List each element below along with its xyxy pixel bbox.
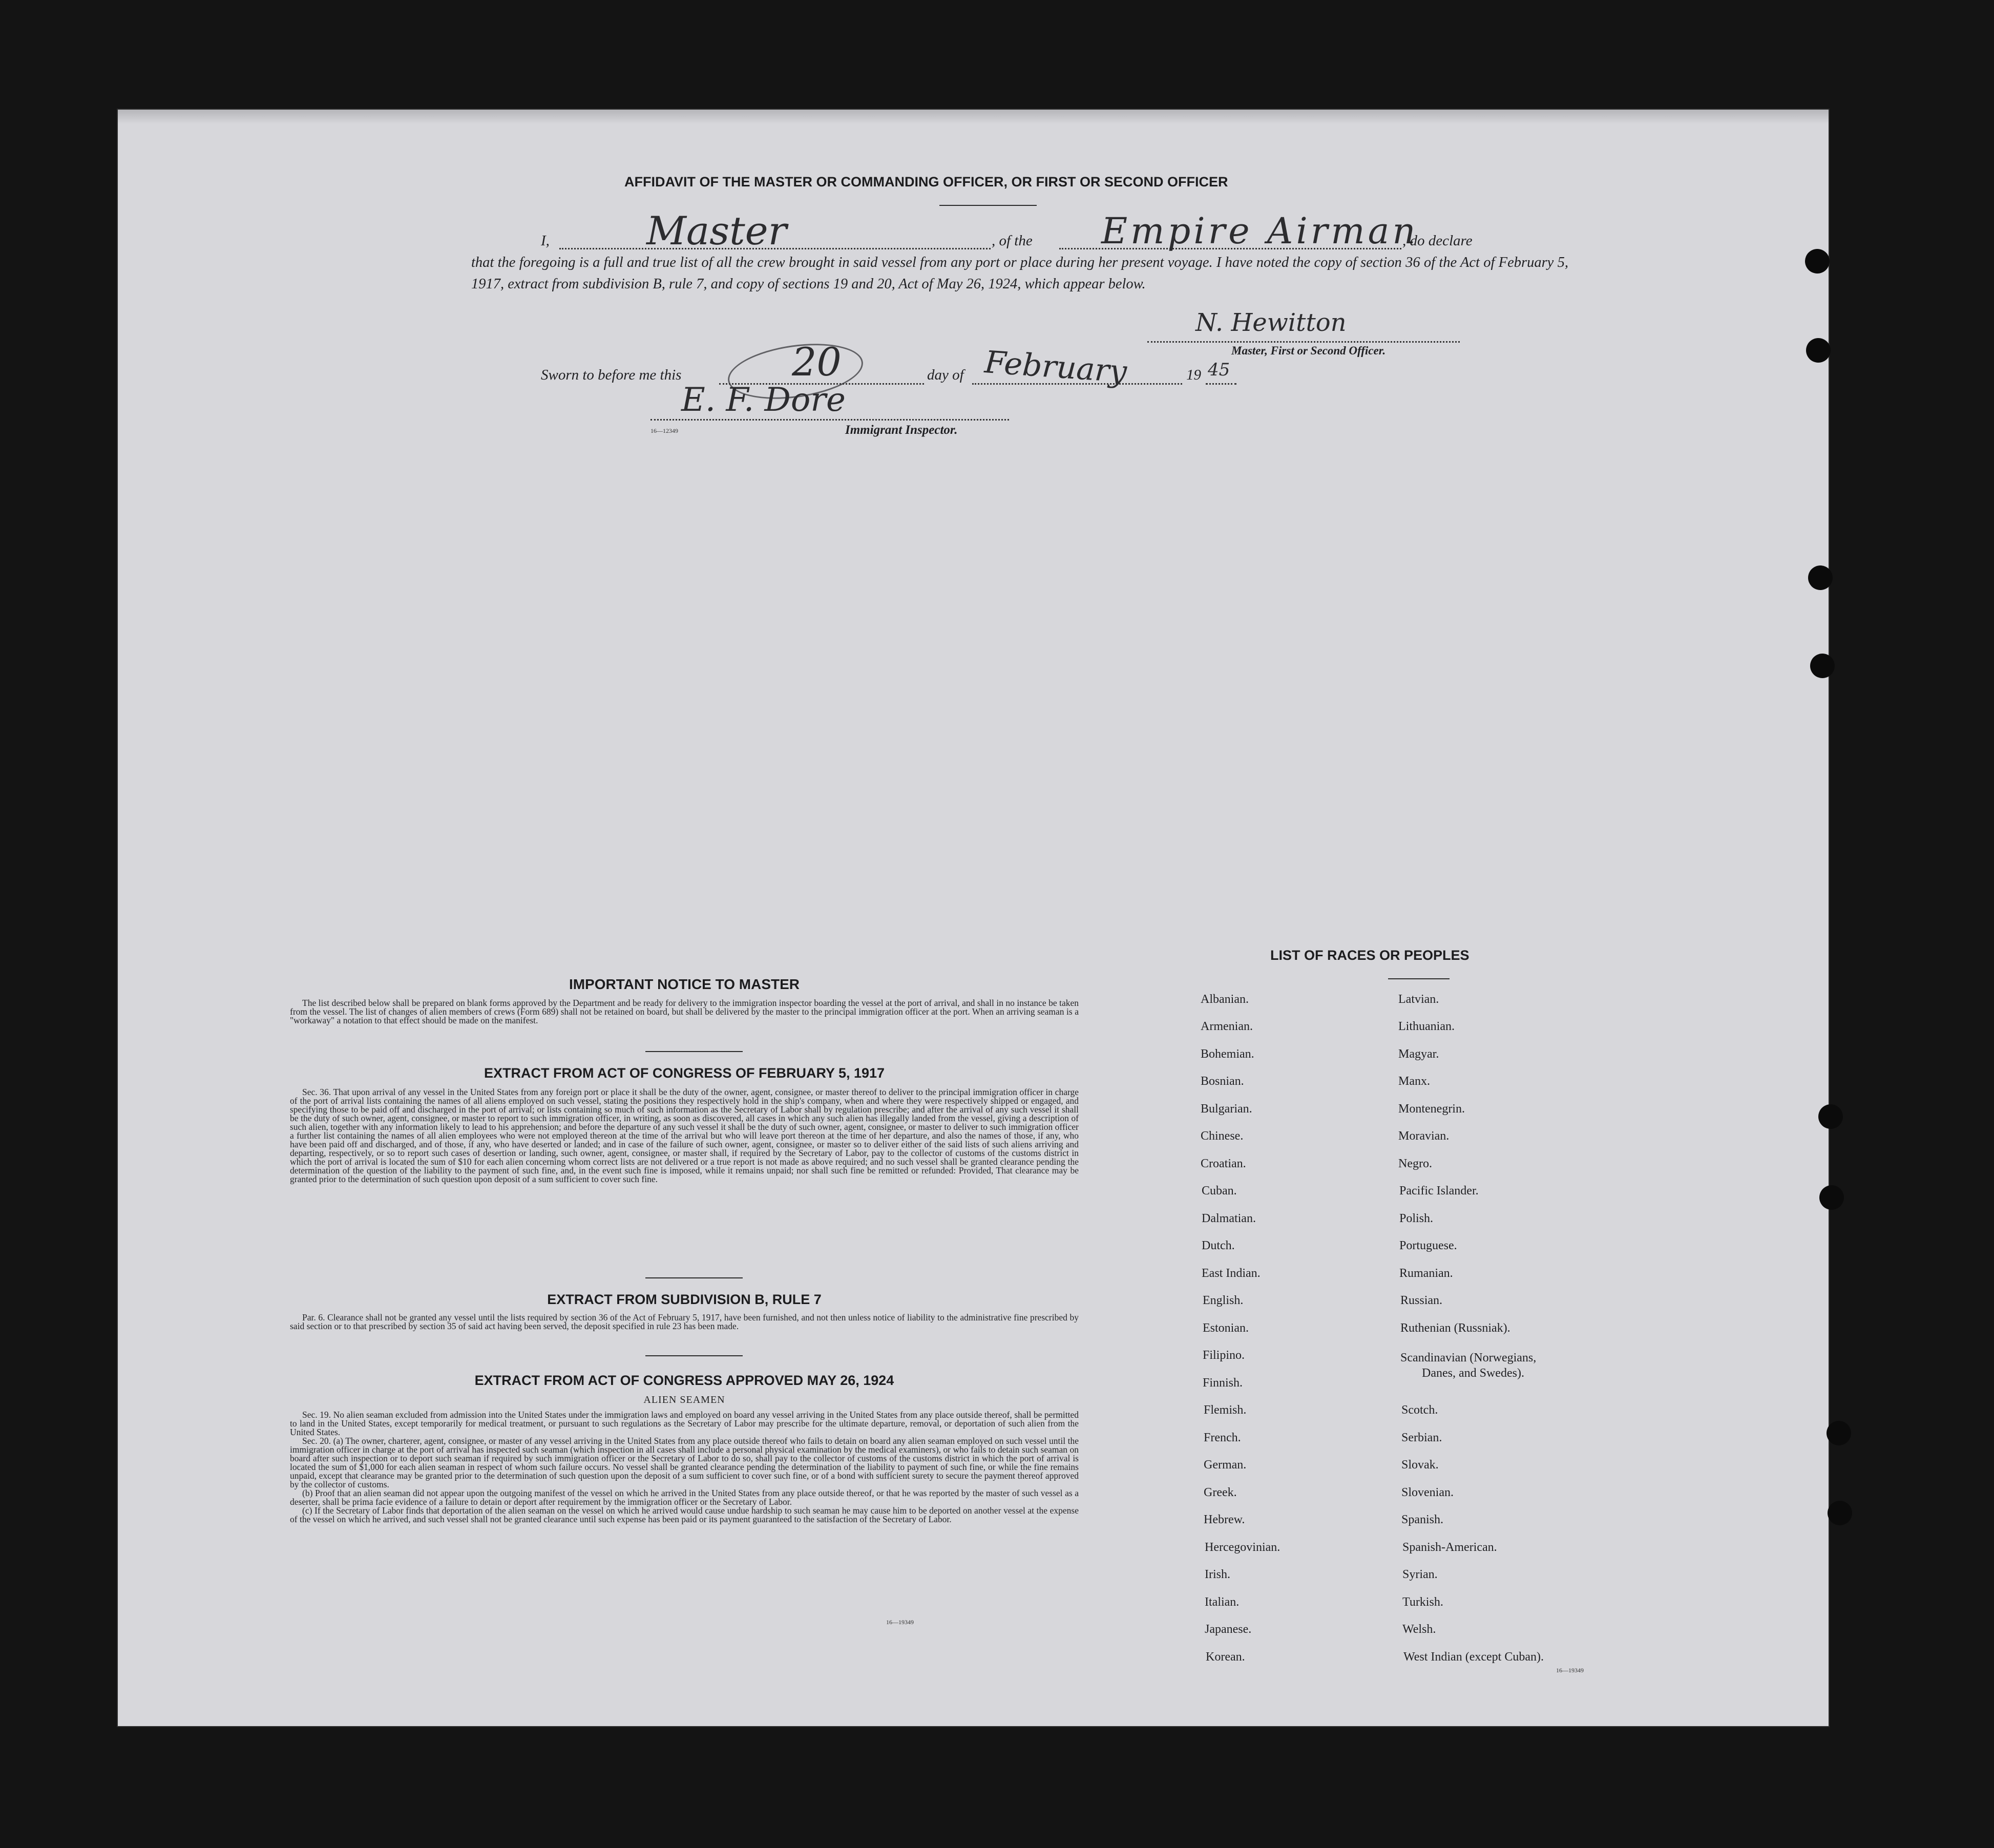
notice-rule (645, 1051, 743, 1052)
race-item: Latvian. (1398, 993, 1439, 1006)
year-suffix: 45 (1208, 360, 1230, 380)
race-item: Filipino. (1203, 1349, 1245, 1362)
act-1924-sec-20b: (b) Proof that an alien seaman did not appear upon the outgoing manifest of the vessel on which he arrived in the United States from any place outside thereof, or that he was reported by the master of such vessel as a deserter, shall be prima facie evidence of a failure to detain or deport after requirement by the immigration officer or the Secretary of Labor. (290, 1488, 1079, 1507)
race-item: Syrian. (1402, 1568, 1438, 1581)
race-item: Slovenian. (1401, 1486, 1454, 1499)
punch-hole (1819, 1185, 1844, 1210)
race-item-continuation: Danes, and Swedes). (1422, 1367, 1524, 1380)
punch-hole (1806, 338, 1831, 363)
affidavit-of-the-label: , of the (992, 233, 1033, 249)
inspector-signature: E. F. Dore (681, 381, 846, 419)
race-item: Moravian. (1398, 1129, 1450, 1143)
act-1924-subtitle: ALIEN SEAMEN (643, 1394, 725, 1405)
sworn-day: 20 (792, 339, 842, 385)
act-1917-title: EXTRACT FROM ACT OF CONGRESS OF FEBRUARY 5, 1917 (484, 1065, 885, 1081)
inspector-caption: Immigrant Inspector. (845, 423, 958, 437)
race-item: German. (1204, 1458, 1247, 1472)
race-item: Italian. (1205, 1595, 1240, 1609)
affidavit-form-number: 16—12349 (650, 427, 678, 434)
punch-hole (1810, 654, 1835, 678)
punch-hole (1827, 1421, 1851, 1445)
punch-hole (1805, 249, 1830, 274)
race-item: Korean. (1206, 1650, 1245, 1664)
affidavit-title-rule (939, 205, 1037, 206)
day-of-label: day of (927, 367, 964, 383)
affidavit-do-declare-label: , do declare (1402, 233, 1473, 249)
race-item: Bosnian. (1201, 1075, 1244, 1088)
race-item: English. (1203, 1294, 1244, 1307)
race-item: Cuban. (1202, 1184, 1237, 1198)
rule-7-text (290, 1313, 1079, 1331)
rule-7-title: EXTRACT FROM SUBDIVISION B, RULE 7 (547, 1292, 822, 1307)
race-item: Slovak. (1401, 1458, 1439, 1472)
sworn-month: February (983, 344, 1128, 390)
act-1917-rule (645, 1277, 743, 1278)
race-item: Manx. (1398, 1075, 1430, 1088)
race-item: Dalmatian. (1202, 1212, 1256, 1225)
master-signature: N. Hewitton (1195, 308, 1347, 337)
handwritten-name: Master (646, 208, 787, 254)
race-item: East Indian. (1202, 1267, 1261, 1280)
punch-hole (1828, 1501, 1852, 1525)
race-item: French. (1204, 1431, 1241, 1444)
punch-hole (1808, 565, 1833, 590)
signature-line (1147, 341, 1460, 343)
race-item: Estonian. (1203, 1321, 1249, 1335)
race-item: Scotch. (1401, 1403, 1438, 1417)
race-item: Ruthenian (Russniak). (1400, 1321, 1510, 1335)
race-item: Hebrew. (1204, 1513, 1245, 1526)
act-1924-form-number: 16—19349 (886, 1619, 914, 1626)
race-item: Dutch. (1202, 1239, 1235, 1252)
act-1924-sec-19: Sec. 19. No alien seaman excluded from admission into the United States under the immigration laws and employed on board any vessel arriving in the United States from any place outside thereof, shall be permitted to land in the United States, except temporarily for medical treatment, or pursuant to such regulations as the Secretary of Labor may prescribe for the ultimate departure, removal, or deportation of such alien from the United States. (290, 1410, 1079, 1437)
race-item: Polish. (1399, 1212, 1434, 1225)
race-item: Montenegrin. (1398, 1102, 1465, 1116)
race-item: Serbian. (1401, 1431, 1442, 1444)
handwritten-vessel: Empire Airman (1101, 210, 1419, 252)
act-1917-paragraph: Sec. 36. That upon arrival of any vessel in the United States from any foreign port or place it shall be the duty of the owner, agent, consignee, or master thereof to deliver to the principal immigration officer in charge of the port of arrival lists containing the names of all aliens employed on such vessel, stating the positions they respectively hold in the ship's company, when and where they were respectively shipped or engaged, and specifying those to be paid off and discharged in the port of arrival; or lists containing so much of such information as the Secretary of Labor shall by regulation prescribe; and after the arrival of any such vessel it shall be the duty of such owner, agent, consignee, or master to report to such immigration officer, in writing, as soon as discovered, all cases in which any such alien has illegally landed from the vessel, giving a description of such alien, together with any information likely to lead to his apprehension; and before the departure of any such vessel it shall be the duty of such owner, agent, consignee, or master to deliver to such immigration officer a further list containing the names of all alien employees who were not employed thereon at the time of the arrival but who will leave port thereon at the time of her departure, and also the names of those, if any, who have been paid off and discharged, and of those, if any, who have deserted or landed; and in case of the failure of such owner, agent, consignee, or master so to deliver either of the said lists of such aliens arriving and departing, respectively, or so to report such cases of desertion or landing, such owner, agent, consignee, or master shall, if required by the Secretary of Labor, pay to the collector of customs of the customs district in which the port of arrival is located the sum of $10 for each alien concerning whom correct lists are not delivered or a true report is not made as above required; and no such vessel shall be granted clearance pending the determination of the question of the liability to the payment of such fine, and, in the event such fine is imposed, while it remains unpaid; nor shall such fine be remitted or refunded: Provided, That clearance may be granted prior to the determination of such question upon deposit of a sum sufficient to cover such fine. (290, 1087, 1079, 1184)
race-item: Irish. (1205, 1568, 1230, 1581)
race-item: Bulgarian. (1201, 1102, 1252, 1116)
notice-text (290, 999, 1079, 1025)
race-item: Rumanian. (1399, 1267, 1453, 1280)
act-1924-text (290, 1411, 1079, 1524)
inspector-line (650, 419, 1009, 421)
document-sheet (118, 110, 1829, 1726)
race-item: Spanish. (1401, 1513, 1444, 1526)
race-item: Greek. (1204, 1486, 1237, 1499)
race-item: Magyar. (1398, 1047, 1439, 1061)
sheet-top-shadow (118, 110, 1829, 124)
act-1924-sec-20c: (c) If the Secretary of Labor finds that deportation of the alien seaman on the vessel on which he arrived would cause undue hardship to such seaman he may cause him to be deported on another vessel at the expense of the vessel on which he arrived, and such vessel shall not be granted clearance until such expense has been paid or its payment guaranteed to the satisfaction of the Secretary of Labor. (290, 1505, 1079, 1524)
year-prefix: 19 (1186, 367, 1201, 383)
rule-7-rule (645, 1355, 743, 1356)
races-title-rule (1388, 978, 1450, 979)
notice-title: IMPORTANT NOTICE TO MASTER (569, 976, 800, 992)
affidavit-title: AFFIDAVIT OF THE MASTER OR COMMANDING OFFICER, OR FIRST OR SECOND OFFICER (624, 174, 1228, 190)
race-item: Scandinavian (Norwegians, (1400, 1351, 1537, 1364)
race-item: Welsh. (1402, 1623, 1436, 1636)
race-item: Armenian. (1201, 1020, 1253, 1033)
race-item: Albanian. (1201, 993, 1249, 1006)
year-line (1206, 383, 1236, 385)
races-title: LIST OF RACES OR PEOPLES (1270, 948, 1470, 963)
race-item: Chinese. (1201, 1129, 1244, 1143)
race-item: Spanish-American. (1402, 1541, 1497, 1554)
act-1924-title: EXTRACT FROM ACT OF CONGRESS APPROVED MAY 26, 1924 (474, 1373, 894, 1388)
race-item: Pacific Islander. (1399, 1184, 1479, 1198)
notice-paragraph: The list described below shall be prepared on blank forms approved by the Department and be ready for delivery to the immigration inspector boarding the vessel at the port of arrival, and shall in no instance be taken from the vessel. The list of changes of alien members of crews (Form 689) shall not be retained on board, but shall be delivered by the master to the principal immigration officer at the port. When an arriving seaman is a "workaway" a notation to that effect should be made on the manifest. (290, 998, 1079, 1025)
race-item: Croatian. (1201, 1157, 1246, 1170)
race-item: Russian. (1400, 1294, 1443, 1307)
race-item: Negro. (1398, 1157, 1432, 1170)
signature-caption: Master, First or Second Officer. (1231, 344, 1386, 357)
rule-7-paragraph: Par. 6. Clearance shall not be granted any vessel until the lists required by section 36 of the Act of February 5, 1917, have been furnished, and not then unless notice of liability to the administrative fine prescribed by said section or to that prescribed by section 35 of said act having been served, the deposit specified in rule 23 has been made. (290, 1312, 1079, 1331)
race-item: Hercegovinian. (1205, 1541, 1281, 1554)
races-form-number: 16—19349 (1556, 1667, 1584, 1674)
affidavit-i-label: I, (541, 233, 550, 249)
race-item: Flemish. (1204, 1403, 1247, 1417)
race-item: Japanese. (1205, 1623, 1252, 1636)
affidavit-body-text: that the foregoing is a full and true list of all the crew brought in said vessel from any port or place during her present voyage. I have noted the copy of section 36 of the Act of February 5, 1917, extract from subdivision B, rule 7, and copy of sections 19 and 20, Act of May 26, 1924, which appear below. (471, 255, 1568, 292)
race-item: West Indian (except Cuban). (1403, 1650, 1544, 1664)
race-item: Bohemian. (1201, 1047, 1254, 1061)
race-item: Portuguese. (1399, 1239, 1457, 1252)
act-1924-sec-20a: Sec. 20. (a) The owner, charterer, agent, consignee, or master of any vessel arriving in the United States from any place outside thereof who fails to detain on board any alien seaman employed on such vessel until the immigration officer in charge at the port of arrival has inspected such seaman (which inspection in all cases shall include a personal physical examination by the medical examiners), or who fails to detain such seaman on board after such inspection or to deport such seaman if required by such immigration officer or the Secretary of Labor to do so, shall pay to the collector of customs of the customs district in which the port of arrival is located the sum of $1,000 for each alien seaman in respect of whom such failure occurs. No vessel shall be granted clearance pending the determination of the liability to payment of such fine, or while the fine remains unpaid, except that clearance may be granted prior to the determination of such question upon the deposit of a sum sufficient to cover such fine, or of a bond with sufficient surety to secure the payment thereof approved by the collector of customs. (290, 1436, 1079, 1489)
race-item: Lithuanian. (1398, 1020, 1455, 1033)
race-item: Turkish. (1402, 1595, 1443, 1609)
punch-hole (1818, 1104, 1843, 1129)
sworn-label: Sworn to before me this (541, 367, 682, 383)
race-item: Finnish. (1203, 1376, 1243, 1390)
act-1917-text (290, 1088, 1079, 1184)
